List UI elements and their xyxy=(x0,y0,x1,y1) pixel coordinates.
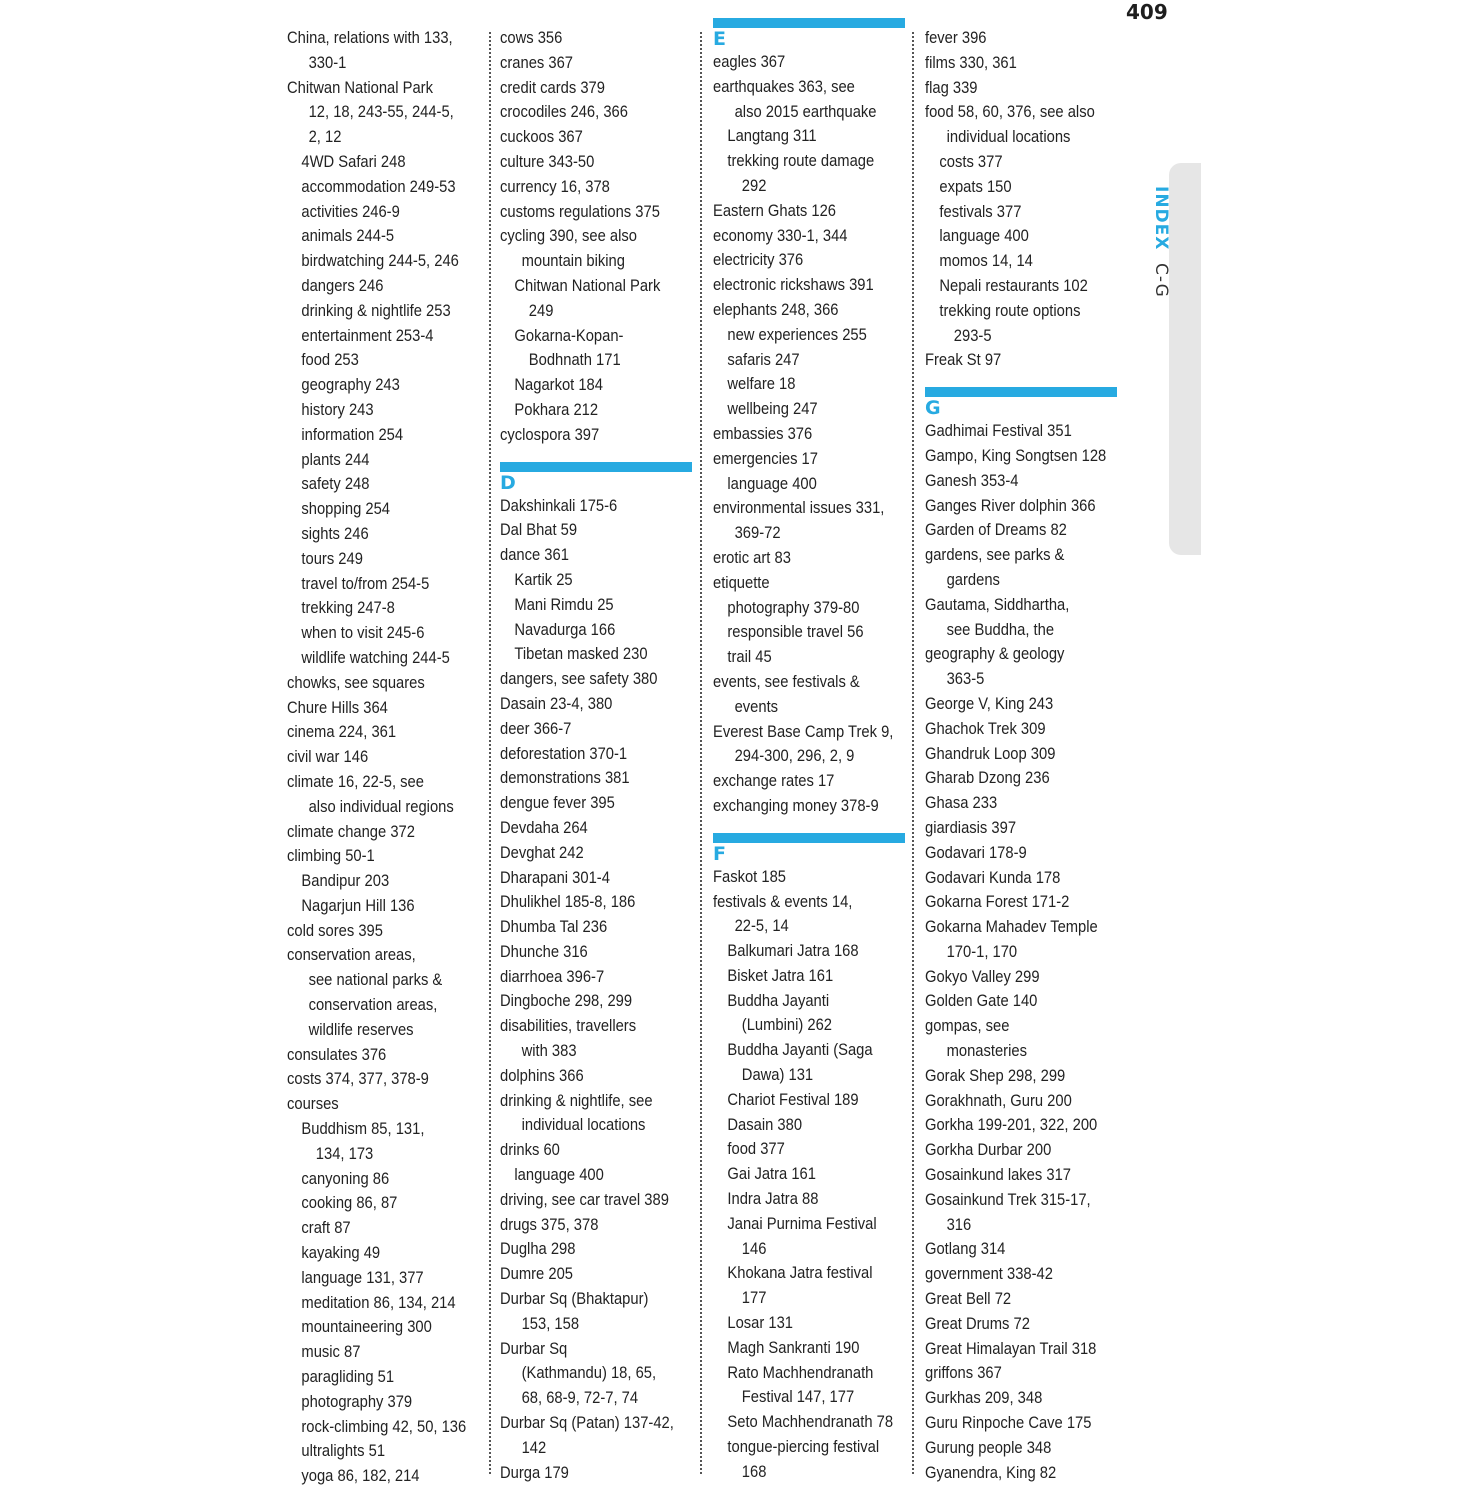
index-entry: Ghandruk Loop 309 xyxy=(925,744,1056,763)
index-subentry: birdwatching 244-5, 246 xyxy=(301,252,459,271)
index-entry: geography & geology xyxy=(925,645,1065,664)
index-entry: China, relations with 133, xyxy=(287,29,453,47)
index-entry: gompas, see xyxy=(925,1017,1010,1036)
index-subentry: Chitwan National Park xyxy=(514,276,661,295)
index-subentry: food 377 xyxy=(727,1140,785,1159)
index-entry: costs 374, 377, 378-9 xyxy=(287,1070,429,1089)
index-subentry: photography 379 xyxy=(301,1392,413,1411)
index-entry: consulates 376 xyxy=(287,1045,387,1064)
index-entry: Gokarna Mahadev Temple xyxy=(925,918,1098,937)
index-subentry: new experiences 255 xyxy=(727,325,867,344)
index-entry: cinema 224, 361 xyxy=(287,723,397,742)
index-subentry: Chariot Festival 189 xyxy=(727,1090,859,1109)
index-entry: Gautama, Siddhartha, xyxy=(925,595,1070,614)
index-subentry: Magh Sankranti 190 xyxy=(727,1338,860,1357)
index-entry: giardiasis 397 xyxy=(925,818,1017,837)
section-letter: F xyxy=(713,842,726,865)
index-subentry: craft 87 xyxy=(301,1219,351,1238)
index-entry: festivals & events 14, xyxy=(713,892,853,911)
index-entry: Devghat 242 xyxy=(500,843,584,862)
index-entry: see national parks & xyxy=(308,971,443,990)
index-subentry: tours 249 xyxy=(301,549,363,568)
index-subentry: shopping 254 xyxy=(301,500,390,519)
index-entry: Ghasa 233 xyxy=(925,794,998,813)
index-entry: fever 396 xyxy=(925,29,987,47)
index-subentry: activities 246-9 xyxy=(301,202,400,221)
index-subentry: Bandipur 203 xyxy=(301,872,390,891)
index-entry: eagles 367 xyxy=(713,53,786,71)
index-subentry: trail 45 xyxy=(727,648,772,667)
column-divider xyxy=(700,32,702,1474)
index-entry: events, see festivals & xyxy=(713,672,860,691)
index-entry: dangers, see safety 380 xyxy=(500,670,658,689)
index-entry: with 383 xyxy=(521,1042,577,1061)
index-entry: 22-5, 14 xyxy=(734,917,789,936)
index-column-3 xyxy=(713,26,905,1485)
index-entry: monasteries xyxy=(946,1042,1027,1061)
index-subentry: accommodation 249-53 xyxy=(301,177,456,196)
index-entry: earthquakes 363, see xyxy=(713,77,855,96)
index-entry: flag 339 xyxy=(925,78,978,97)
index-entry: Great Bell 72 xyxy=(925,1290,1012,1309)
index-entry: Ghachok Trek 309 xyxy=(925,719,1046,738)
index-entry: erotic art 83 xyxy=(713,548,791,567)
index-entry: Great Himalayan Trail 318 xyxy=(925,1339,1097,1358)
index-entry: Duglha 298 xyxy=(500,1240,576,1259)
index-entry: Godavari 178-9 xyxy=(925,843,1027,862)
index-entry: Freak St 97 xyxy=(925,351,1002,370)
index-entry: exchange rates 17 xyxy=(713,772,835,791)
index-entry: elephants 248, 366 xyxy=(713,300,839,319)
index-entry: cycling 390, see also xyxy=(500,227,637,246)
index-entry: Chure Hills 364 xyxy=(287,698,388,717)
index-entry: Gyanendra, King 82 xyxy=(925,1463,1057,1482)
index-entry: see Buddha, the xyxy=(946,620,1055,639)
index-entry: Dhulikhel 185-8, 186 xyxy=(500,893,636,912)
index-subentry: welfare 18 xyxy=(727,375,796,394)
index-entry: cyclospora 397 xyxy=(500,425,600,444)
index-subentry: momos 14, 14 xyxy=(939,252,1033,271)
tab-letter-range: C-G xyxy=(1151,263,1171,299)
index-subentry: trekking route options xyxy=(939,301,1081,320)
index-subentry: geography 243 xyxy=(301,376,400,395)
index-subentry: Khokana Jatra festival xyxy=(727,1264,873,1283)
index-subentry: canyoning 86 xyxy=(301,1169,390,1188)
index-entry: Durbar Sq (Bhaktapur) xyxy=(500,1290,649,1309)
section-letter: D xyxy=(500,471,516,494)
index-subentry: 134, 173 xyxy=(315,1144,374,1163)
index-entry: Gosainkund Trek 315-17, xyxy=(925,1190,1091,1209)
index-subentry: information 254 xyxy=(301,425,404,444)
index-subentry: trekking 247-8 xyxy=(301,599,395,618)
index-subentry: Nagarjun Hill 136 xyxy=(301,896,415,915)
letter-section xyxy=(713,833,905,865)
index-entry: environmental issues 331, xyxy=(713,499,885,518)
index-column-4 xyxy=(925,26,1117,1485)
index-tab xyxy=(1169,163,1201,555)
index-subentry: Janai Purnima Festival xyxy=(727,1214,877,1233)
tab-index-label: INDEX xyxy=(1151,186,1171,251)
index-entry: films 330, 361 xyxy=(925,53,1017,72)
index-entry: Dhunche 316 xyxy=(500,942,588,961)
index-column-2 xyxy=(500,26,692,1485)
index-entry: also individual regions xyxy=(308,797,454,816)
index-entry: 316 xyxy=(946,1215,972,1234)
index-entry: individual locations xyxy=(946,128,1071,147)
index-entry: Dakshinkali 175-6 xyxy=(500,496,618,515)
section-rule xyxy=(925,387,1117,397)
index-entry: disabilities, travellers xyxy=(500,1017,637,1036)
index-entry: chowks, see squares xyxy=(287,673,425,692)
index-subentry: tongue-piercing festival xyxy=(727,1438,880,1457)
index-subentry: Nepali restaurants 102 xyxy=(939,276,1088,295)
index-entry: cows 356 xyxy=(500,29,563,47)
index-subentry: Mani Rimdu 25 xyxy=(514,595,614,614)
index-subentry: safety 248 xyxy=(301,475,370,494)
index-subentry: Pokhara 212 xyxy=(514,400,599,419)
column-divider xyxy=(912,32,914,1474)
index-entry: Gampo, King Songtsen 128 xyxy=(925,446,1107,465)
index-subentry: safaris 247 xyxy=(727,350,800,369)
index-entry: demonstrations 381 xyxy=(500,769,630,788)
index-subentry: Gai Jatra 161 xyxy=(727,1165,816,1184)
index-entry: deforestation 370-1 xyxy=(500,744,628,763)
index-subentry: language 400 xyxy=(939,227,1029,246)
index-entry: wildlife reserves xyxy=(308,1020,414,1039)
index-subentry: Nagarkot 184 xyxy=(514,376,603,395)
index-subentry: plants 244 xyxy=(301,450,370,469)
index-entry: Dumre 205 xyxy=(500,1265,573,1284)
index-entry: embassies 376 xyxy=(713,424,813,443)
index-entry: climate change 372 xyxy=(287,822,415,841)
index-entry: Ganges River dolphin 366 xyxy=(925,496,1096,515)
index-entry: Gotlang 314 xyxy=(925,1240,1006,1259)
index-tab-label xyxy=(1131,186,1171,316)
index-subentry: expats 150 xyxy=(939,177,1012,196)
index-subentry: meditation 86, 134, 214 xyxy=(301,1293,456,1312)
index-entry: cranes 367 xyxy=(500,53,573,72)
index-entry: deer 366-7 xyxy=(500,719,572,738)
index-subentry: Seto Machhendranath 78 xyxy=(727,1413,894,1432)
index-entry: Everest Base Camp Trek 9, xyxy=(713,722,894,741)
index-entry: 68, 68-9, 72-7, 74 xyxy=(521,1389,639,1408)
section-letter: E xyxy=(713,28,726,50)
index-entry: Garden of Dreams 82 xyxy=(925,521,1067,540)
index-entry: 363-5 xyxy=(946,670,985,689)
index-entry: emergencies 17 xyxy=(713,449,818,468)
index-subentry: dangers 246 xyxy=(301,276,384,295)
index-entry: drinks 60 xyxy=(500,1141,560,1160)
index-entry: 330-1 xyxy=(308,53,347,72)
index-entry: Durbar Sq xyxy=(500,1339,568,1358)
index-entry: dengue fever 395 xyxy=(500,794,615,813)
index-entry: customs regulations 375 xyxy=(500,202,660,221)
index-entry: Gorkha 199-201, 322, 200 xyxy=(925,1116,1098,1135)
index-entry: Gokyo Valley 299 xyxy=(925,967,1040,986)
index-entry: Gorakhnath, Guru 200 xyxy=(925,1091,1072,1110)
index-entry: Durbar Sq (Patan) 137-42, xyxy=(500,1414,674,1433)
index-entry: Golden Gate 140 xyxy=(925,992,1038,1011)
index-entry: individual locations xyxy=(521,1116,646,1135)
index-subentry: mountaineering 300 xyxy=(301,1318,432,1337)
index-subentry: Buddha Jayanti (Saga xyxy=(727,1041,873,1060)
index-subentry: Bodhnath 171 xyxy=(528,351,621,370)
index-entry: Durga 179 xyxy=(500,1463,569,1482)
index-entry: credit cards 379 xyxy=(500,78,605,97)
index-entry: Dharapani 301-4 xyxy=(500,868,610,887)
index-entry: events xyxy=(734,697,779,716)
index-entry: cuckoos 367 xyxy=(500,128,583,147)
index-entry: electricity 376 xyxy=(713,251,804,270)
index-entry: 153, 158 xyxy=(521,1314,580,1333)
index-entry: Dasain 23-4, 380 xyxy=(500,694,613,713)
index-entry: mountain biking xyxy=(521,252,625,271)
index-entry: Devdaha 264 xyxy=(500,818,588,837)
index-subentry: costs 377 xyxy=(939,152,1003,171)
index-subentry: cooking 86, 87 xyxy=(301,1194,398,1213)
index-entry: conservation areas, xyxy=(308,996,438,1015)
index-entry: dance 361 xyxy=(500,546,569,565)
index-subentry: travel to/from 254-5 xyxy=(301,574,430,593)
index-entry: food 58, 60, 376, see also xyxy=(925,103,1095,122)
index-entry: 170-1, 170 xyxy=(946,942,1018,961)
index-entry: climbing 50-1 xyxy=(287,847,375,866)
section-rule xyxy=(713,833,905,843)
index-subentry: 168 xyxy=(741,1462,767,1481)
letter-section xyxy=(713,18,905,50)
index-entry: diarrhoea 396-7 xyxy=(500,967,605,986)
column-divider xyxy=(489,32,491,1474)
index-entry: also 2015 earthquake xyxy=(734,102,877,121)
index-subentry: 146 xyxy=(741,1239,767,1258)
index-entry: Ganesh 353-4 xyxy=(925,471,1019,490)
index-entry: Eastern Ghats 126 xyxy=(713,201,837,220)
index-subentry: photography 379-80 xyxy=(727,598,860,617)
index-entry: 12, 18, 243-55, 244-5, xyxy=(308,103,454,122)
index-subentry: Festival 147, 177 xyxy=(741,1388,855,1407)
index-entry: Gharab Dzong 236 xyxy=(925,769,1050,788)
index-entry: Gokarna Forest 171-2 xyxy=(925,893,1070,912)
index-subentry: Dasain 380 xyxy=(727,1115,803,1134)
index-entry: culture 343-50 xyxy=(500,152,595,171)
index-entry: Gurkhas 209, 348 xyxy=(925,1389,1043,1408)
index-subentry: paragliding 51 xyxy=(301,1368,395,1387)
index-entry: climate 16, 22-5, see xyxy=(287,772,424,791)
index-subentry: yoga 86, 182, 214 xyxy=(301,1467,420,1486)
index-subentry: when to visit 245-6 xyxy=(301,624,425,643)
index-entry: George V, King 243 xyxy=(925,694,1054,713)
index-entry: Dal Bhat 59 xyxy=(500,521,578,540)
index-entry: Gosainkund lakes 317 xyxy=(925,1166,1071,1185)
index-subentry: wildlife watching 244-5 xyxy=(301,648,450,667)
index-entry: government 338-42 xyxy=(925,1265,1053,1284)
index-subentry: language 131, 377 xyxy=(301,1268,424,1287)
index-subentry: 293-5 xyxy=(953,326,992,345)
letter-section xyxy=(500,462,692,494)
index-subentry: Balkumari Jatra 168 xyxy=(727,942,859,961)
index-subentry: Navadurga 166 xyxy=(514,620,616,639)
index-subentry: rock-climbing 42, 50, 136 xyxy=(301,1417,467,1436)
index-entry: Dhumba Tal 236 xyxy=(500,918,608,937)
index-entry: dolphins 366 xyxy=(500,1066,584,1085)
index-entry: electronic rickshaws 391 xyxy=(713,276,874,295)
index-entry: exchanging money 378-9 xyxy=(713,796,879,815)
index-subentry: Dawa) 131 xyxy=(741,1066,814,1085)
index-subentry: Bisket Jatra 161 xyxy=(727,966,834,985)
index-subentry: ultralights 51 xyxy=(301,1442,386,1461)
index-subentry: history 243 xyxy=(301,400,374,419)
index-entry: (Kathmandu) 18, 65, xyxy=(521,1364,657,1383)
index-entry: cold sores 395 xyxy=(287,921,383,940)
index-entry: Gorkha Durbar 200 xyxy=(925,1141,1052,1160)
index-entry: Faskot 185 xyxy=(713,867,786,886)
index-subentry: animals 244-5 xyxy=(301,227,395,246)
index-subentry: wellbeing 247 xyxy=(727,400,818,419)
index-entry: Great Drums 72 xyxy=(925,1314,1030,1333)
index-subentry: Langtang 311 xyxy=(727,127,817,146)
index-entry: currency 16, 378 xyxy=(500,177,610,196)
index-subentry: kayaking 49 xyxy=(301,1244,381,1263)
index-subentry: 4WD Safari 248 xyxy=(301,152,406,171)
index-entry: 2, 12 xyxy=(308,128,342,147)
index-entry: 369-72 xyxy=(734,524,781,543)
index-entry: Gurung people 348 xyxy=(925,1438,1052,1457)
index-subentry: drinking & nightlife 253 xyxy=(301,301,451,320)
index-subentry: Indra Jatra 88 xyxy=(727,1190,819,1209)
index-subentry: Buddha Jayanti xyxy=(727,991,830,1010)
index-entry: Guru Rinpoche Cave 175 xyxy=(925,1414,1092,1433)
index-subentry: Rato Machhendranath xyxy=(727,1363,874,1382)
index-entry: Chitwan National Park xyxy=(287,78,433,97)
index-entry: Dingboche 298, 299 xyxy=(500,992,633,1011)
index-entry: civil war 146 xyxy=(287,748,369,767)
index-entry: 294-300, 296, 2, 9 xyxy=(734,747,855,766)
index-subentry: 177 xyxy=(741,1289,767,1308)
page-number: 409 xyxy=(1126,0,1168,24)
index-entry: Gorak Shep 298, 299 xyxy=(925,1066,1066,1085)
index-entry: courses xyxy=(287,1095,339,1114)
index-entry: crocodiles 246, 366 xyxy=(500,103,628,122)
index-entry: 142 xyxy=(521,1438,547,1457)
index-subentry: sights 246 xyxy=(301,524,369,543)
index-entry: conservation areas, xyxy=(287,946,416,965)
index-entry: economy 330-1, 344 xyxy=(713,226,848,245)
index-subentry: language 400 xyxy=(727,474,817,493)
index-entry: Gadhimai Festival 351 xyxy=(925,422,1072,441)
index-subentry: trekking route damage xyxy=(727,152,875,171)
index-entry: driving, see car travel 389 xyxy=(500,1190,669,1209)
index-subentry: Tibetan masked 230 xyxy=(514,645,648,664)
index-subentry: festivals 377 xyxy=(939,202,1022,221)
section-letter: G xyxy=(925,397,941,420)
index-subentry: responsible travel 56 xyxy=(727,623,864,642)
index-entry: Godavari Kunda 178 xyxy=(925,868,1061,887)
index-subentry: Kartik 25 xyxy=(514,570,573,589)
index-entry: drinking & nightlife, see xyxy=(500,1091,653,1110)
index-subentry: food 253 xyxy=(301,351,359,370)
index-entry: drugs 375, 378 xyxy=(500,1215,599,1234)
index-subentry: entertainment 253-4 xyxy=(301,326,434,345)
index-subentry: music 87 xyxy=(301,1343,361,1362)
index-subentry: 292 xyxy=(741,176,767,195)
index-subentry: (Lumbini) 262 xyxy=(741,1016,832,1035)
letter-section xyxy=(925,387,1117,419)
index-entry: gardens xyxy=(946,570,1000,589)
section-rule xyxy=(500,462,692,472)
index-subentry: 249 xyxy=(528,301,554,320)
index-subentry: Gokarna-Kopan- xyxy=(514,326,624,345)
index-subentry: Buddhism 85, 131, xyxy=(301,1120,425,1139)
index-subentry: Losar 131 xyxy=(727,1314,794,1333)
index-entry: etiquette xyxy=(713,573,770,592)
index-entry: gardens, see parks & xyxy=(925,546,1065,565)
index-entry: griffons 367 xyxy=(925,1364,1002,1383)
index-column-1 xyxy=(287,26,487,1489)
section-rule xyxy=(713,18,905,28)
index-subentry: language 400 xyxy=(514,1166,604,1185)
